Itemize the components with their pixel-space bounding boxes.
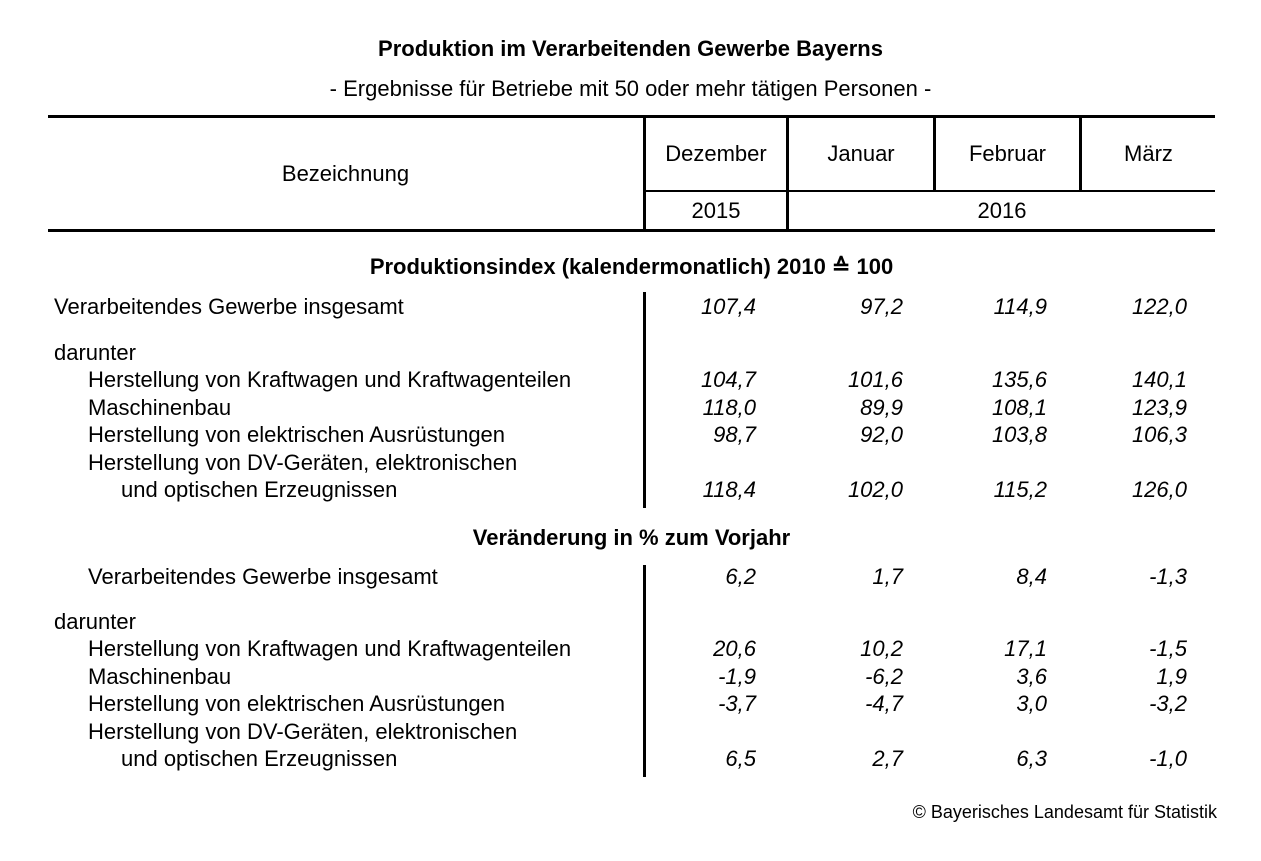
column-header-februar: Februar: [968, 141, 1047, 166]
value-januar: 92,0: [860, 422, 903, 448]
table-header-bottom-border: [48, 229, 1215, 232]
row-label: darunter: [54, 340, 136, 366]
document-subtitle: - Ergebnisse für Betriebe mit 50 oder mehr tätigen Personen -: [329, 76, 932, 101]
row-label: und optischen Erzeugnissen: [121, 477, 398, 503]
row-gap: [48, 320, 1215, 339]
value-januar: -4,7: [865, 691, 903, 717]
value-maerz: 1,9: [1156, 663, 1187, 689]
value-dezember: 118,4: [702, 477, 756, 503]
row-label: Verarbeitendes Gewerbe insgesamt: [54, 293, 404, 319]
section-title-produktionsindex: Produktionsindex (kalendermonatlich) 2010 ≙ 100: [369, 254, 894, 279]
value-dezember: 6,2: [725, 563, 756, 589]
value-maerz: -1,5: [1149, 636, 1187, 662]
table-row: [48, 367, 1215, 394]
value-januar: 97,2: [860, 293, 903, 319]
value-januar: 2,7: [872, 746, 903, 772]
table-row: [48, 608, 1215, 635]
value-dezember: -1,9: [718, 663, 756, 689]
table-row: [48, 636, 1215, 663]
value-februar: 3,0: [1016, 691, 1047, 717]
table-row: [48, 293, 1215, 320]
year-header-2016: 2016: [977, 197, 1027, 223]
column-header-dezember: Dezember: [665, 141, 767, 166]
row-label: Maschinenbau: [88, 394, 232, 420]
table-row: [48, 745, 1215, 772]
column-header-bezeichnung: Bezeichnung: [281, 160, 410, 186]
row-label: Herstellung von DV-Geräten, elektronischen: [88, 449, 518, 475]
value-maerz: -1,0: [1149, 746, 1187, 772]
column-header-januar: Januar: [827, 141, 895, 166]
table-row: [48, 718, 1215, 745]
row-label: darunter: [54, 609, 136, 635]
value-dezember: 107,4: [700, 293, 756, 319]
value-dezember: 104,7: [700, 367, 756, 393]
year-header-2015: 2015: [691, 197, 741, 223]
table-row: [48, 394, 1215, 421]
value-februar: 8,4: [1016, 563, 1047, 589]
row-label: Herstellung von Kraftwagen und Kraftwagenteilen: [88, 636, 572, 662]
value-maerz: -3,2: [1149, 691, 1187, 717]
value-januar: 89,9: [860, 394, 903, 420]
value-maerz: 123,9: [1131, 394, 1187, 420]
row-label: Herstellung von elektrischen Ausrüstungen: [88, 422, 506, 448]
row-label: Herstellung von elektrischen Ausrüstungen: [88, 691, 506, 717]
value-februar: 135,6: [991, 367, 1047, 393]
table-row: [48, 339, 1215, 366]
column-header-maerz: März: [1124, 141, 1173, 166]
value-maerz: 140,1: [1131, 367, 1187, 393]
value-dezember: 118,0: [702, 394, 756, 420]
value-februar: 114,9: [993, 293, 1047, 319]
value-januar: 101,6: [847, 367, 903, 393]
value-februar: 108,1: [991, 394, 1047, 420]
table-row: [48, 563, 1215, 590]
value-januar: 1,7: [872, 563, 903, 589]
value-dezember: -3,7: [718, 691, 756, 717]
value-februar: 6,3: [1016, 746, 1047, 772]
value-januar: 10,2: [860, 636, 903, 662]
row-label: Herstellung von DV-Geräten, elektronischen: [88, 718, 518, 744]
row-label: Verarbeitendes Gewerbe insgesamt: [88, 563, 438, 589]
value-maerz: 122,0: [1131, 293, 1187, 319]
row-label: Maschinenbau: [88, 663, 232, 689]
value-februar: 17,1: [1004, 636, 1047, 662]
table-row: [48, 476, 1215, 503]
table-row: [48, 663, 1215, 690]
table-row: [48, 691, 1215, 718]
value-februar: 3,6: [1016, 663, 1047, 689]
row-gap: [48, 590, 1215, 608]
value-januar: -6,2: [865, 663, 903, 689]
section2-body: [48, 563, 1215, 773]
table-row: [48, 422, 1215, 449]
section-title-veraenderung: Veränderung in % zum Vorjahr: [472, 525, 791, 550]
value-januar: 102,0: [847, 477, 903, 503]
value-februar: 103,8: [991, 422, 1047, 448]
copyright-notice: © Bayerisches Landesamt für Statistik: [912, 802, 1217, 822]
section1-body: [48, 293, 1215, 504]
value-maerz: 106,3: [1131, 422, 1187, 448]
value-maerz: -1,3: [1149, 563, 1187, 589]
row-label: Herstellung von Kraftwagen und Kraftwagenteilen: [88, 367, 572, 393]
document-title: Produktion im Verarbeitenden Gewerbe Bayerns: [378, 36, 883, 61]
table-row: [48, 449, 1215, 476]
value-dezember: 98,7: [713, 422, 756, 448]
value-dezember: 20,6: [713, 636, 756, 662]
row-label: und optischen Erzeugnissen: [121, 746, 398, 772]
value-maerz: 126,0: [1131, 477, 1187, 503]
value-februar: 115,2: [993, 477, 1047, 503]
value-dezember: 6,5: [725, 746, 756, 772]
